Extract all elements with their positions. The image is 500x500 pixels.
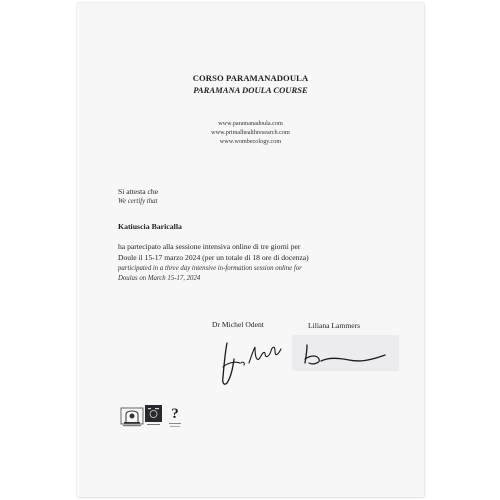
- signatory-name-lammers: Liliana Lammers: [308, 321, 361, 330]
- question-mark-logo-icon: [167, 403, 183, 429]
- signatory-name-odent: Dr Michel Odent: [212, 320, 264, 329]
- certificate-page: [77, 3, 424, 497]
- statement-en-line-1: participated in a three day intensive in-formation session online for: [118, 265, 302, 272]
- recipient-name: Katiuscia Baricalla: [118, 222, 182, 231]
- course-title: CORSO PARAMANADOULA: [192, 73, 309, 83]
- emblem-logo-icon: [120, 407, 144, 427]
- website-link-3[interactable]: www.wombecology.com: [219, 138, 282, 145]
- statement-it-line-2: Doule il 15-17 marzo 2024 (per un totale di 18 ore di docenza): [118, 253, 309, 262]
- signature-odent: [215, 333, 290, 393]
- signature-lammers: [299, 339, 394, 369]
- question-mark-symbol: ?: [171, 406, 179, 422]
- website-link-1[interactable]: www.paramanadoula.com: [218, 120, 283, 127]
- certify-text-it: Si attesta che: [118, 187, 159, 196]
- statement-en-line-2: Doulas on March 15-17, 2024: [118, 275, 201, 282]
- website-link-2[interactable]: www.primalhealthresearch.com: [211, 129, 290, 136]
- dark-square-logo-icon: [145, 405, 162, 427]
- course-subtitle: PARAMANA DOULA COURSE: [193, 85, 308, 95]
- certify-text-en: We certify that: [118, 198, 158, 205]
- statement-it-line-1: ha partecipato alla sessione intensiva online di tre giorni per: [118, 242, 301, 251]
